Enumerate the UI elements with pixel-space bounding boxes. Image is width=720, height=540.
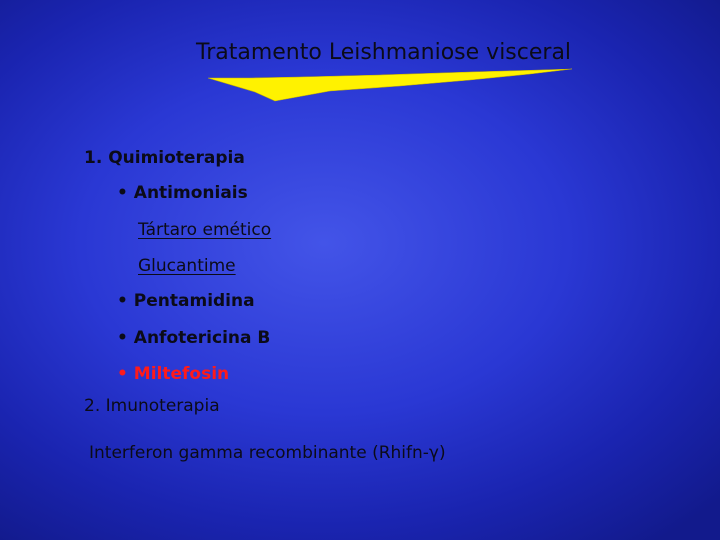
slide-title: Tratamento Leishmaniose visceral — [196, 40, 572, 65]
pentamidina-item: • Pentamidina — [117, 291, 255, 311]
glucantime-link[interactable]: Glucantime — [138, 256, 236, 276]
tartaro-emetico-link[interactable]: Tártaro emético — [138, 220, 272, 240]
interferon-item: Interferon gamma recombinante (Rhifn-γ) — [89, 443, 446, 463]
title-underline-swoosh — [0, 0, 720, 120]
imunoterapia-heading: 2. Imunoterapia — [84, 396, 220, 416]
miltefosin-item: • Miltefosin — [117, 364, 230, 384]
quimioterapia-heading: 1. Quimioterapia — [84, 148, 245, 168]
anfotericina-item: • Anfotericina B — [117, 328, 271, 348]
antimoniais-item: • Antimoniais — [117, 183, 248, 203]
